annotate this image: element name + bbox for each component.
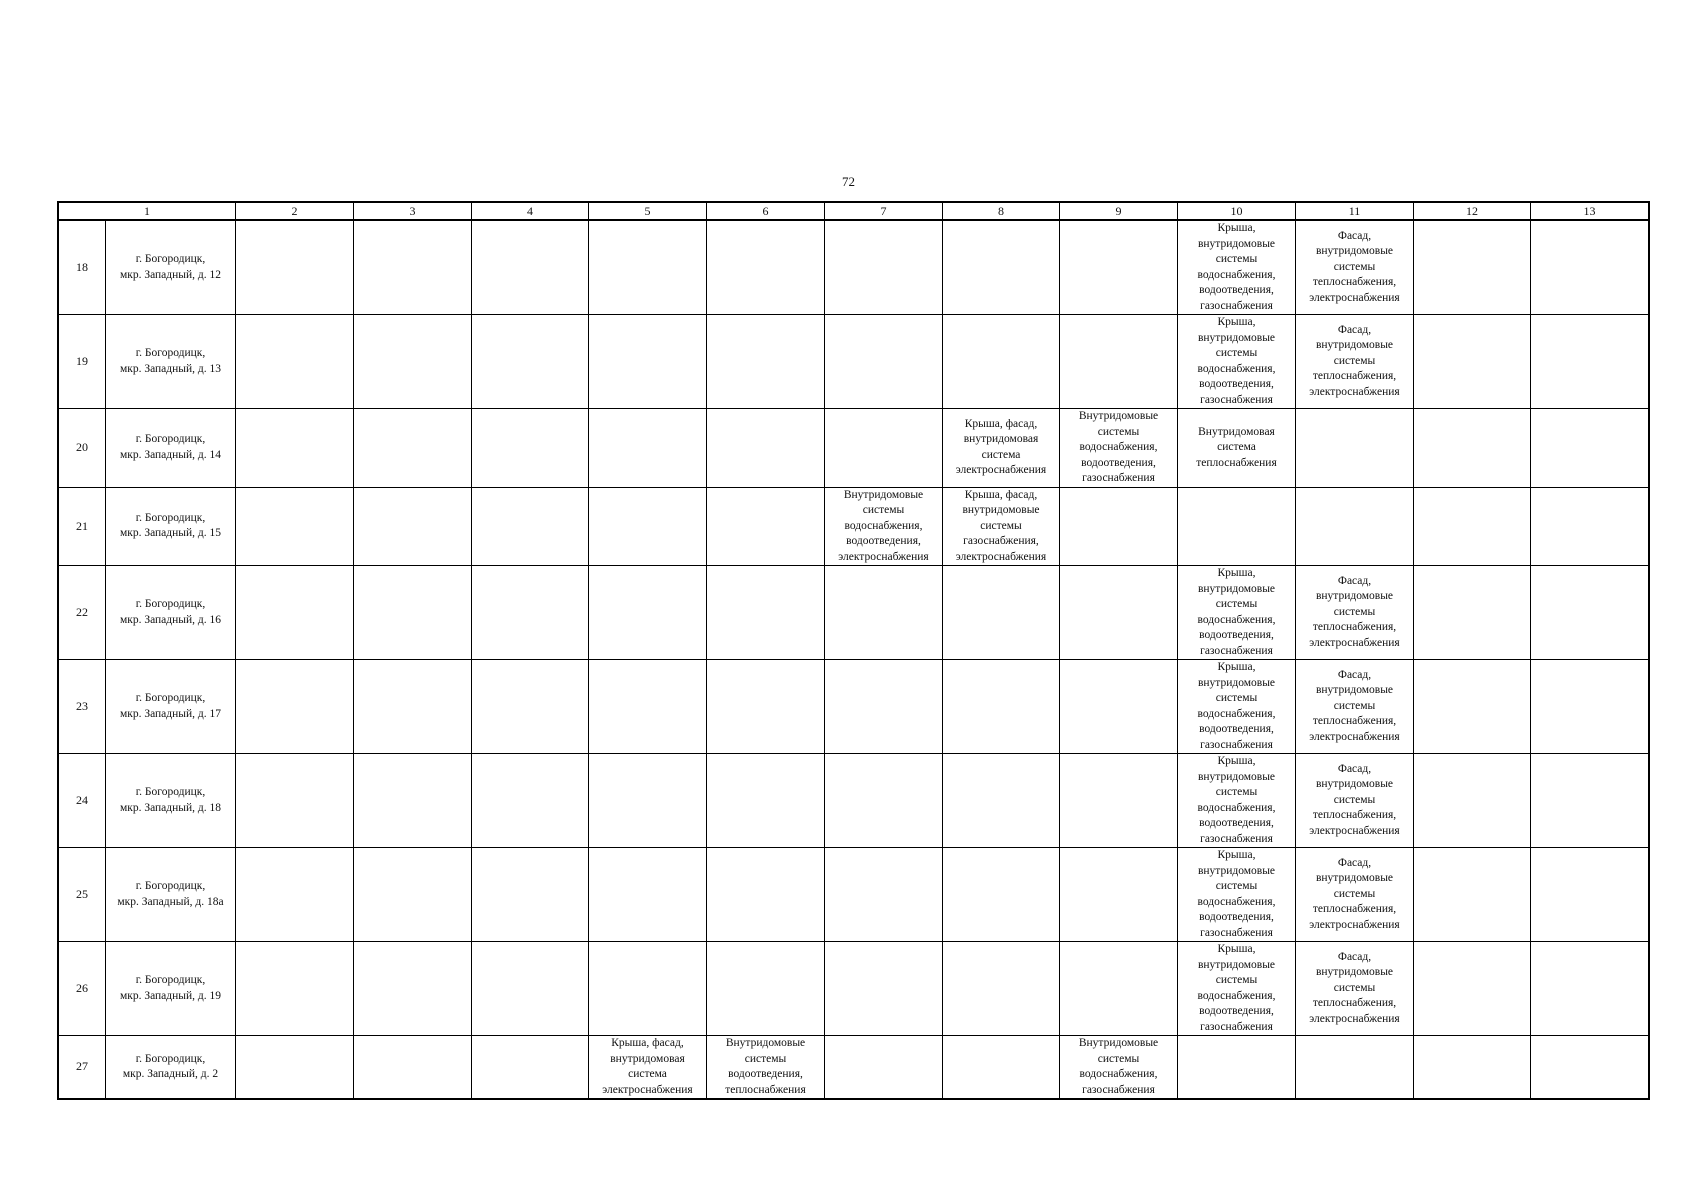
work-cell-col-12	[1414, 487, 1531, 566]
work-cell-col-4	[472, 220, 589, 315]
work-cell-col-10: Крыша, внутридомовые системы водоснабжения, водоотведения, газоснабжения	[1178, 566, 1296, 660]
work-cell-col-6	[707, 754, 825, 848]
work-cell-col-5	[589, 409, 707, 488]
work-cell-col-3	[354, 566, 472, 660]
work-cell-col-9	[1060, 942, 1178, 1036]
column-header-10: 10	[1178, 203, 1296, 221]
work-cell-col-7	[825, 566, 943, 660]
column-header-3: 3	[354, 203, 472, 221]
row-address: г. Богородицк, мкр. Западный, д. 14	[106, 409, 236, 488]
work-cell-col-8	[943, 848, 1060, 942]
table-row	[59, 660, 1649, 754]
work-cell-col-9: Внутридомовые системы водоснабжения, газоснабжения	[1060, 1036, 1178, 1099]
work-cell-col-2	[236, 1036, 354, 1099]
work-cell-col-10: Крыша, внутридомовые системы водоснабжения, водоотведения, газоснабжения	[1178, 848, 1296, 942]
work-cell-col-12	[1414, 942, 1531, 1036]
work-cell-col-9	[1060, 848, 1178, 942]
table-row	[59, 220, 1649, 315]
work-cell-col-10	[1178, 1036, 1296, 1099]
work-cell-col-5	[589, 848, 707, 942]
work-cell-col-8	[943, 315, 1060, 409]
row-address: г. Богородицк, мкр. Западный, д. 15	[106, 487, 236, 566]
work-cell-col-4	[472, 660, 589, 754]
work-cell-col-12	[1414, 220, 1531, 315]
row-number: 18	[59, 220, 106, 315]
work-cell-col-4	[472, 566, 589, 660]
column-header-13: 13	[1531, 203, 1649, 221]
work-cell-col-5	[589, 315, 707, 409]
table-row	[59, 1036, 1649, 1099]
work-cell-col-4	[472, 487, 589, 566]
work-cell-col-7	[825, 220, 943, 315]
work-cell-col-2	[236, 220, 354, 315]
table-row	[59, 566, 1649, 660]
work-cell-col-9	[1060, 315, 1178, 409]
work-cell-col-9: Внутридомовые системы водоснабжения, водоотведения, газоснабжения	[1060, 409, 1178, 488]
work-cell-col-9	[1060, 566, 1178, 660]
work-cell-col-9	[1060, 754, 1178, 848]
work-cell-col-8	[943, 754, 1060, 848]
work-cell-col-11: Фасад, внутридомовые системы теплоснабжения, электроснабжения	[1296, 315, 1414, 409]
table-row	[59, 754, 1649, 848]
work-cell-col-6: Внутридомовые системы водоотведения, теплоснабжения	[707, 1036, 825, 1099]
work-cell-col-13	[1531, 754, 1649, 848]
work-cell-col-7	[825, 315, 943, 409]
work-cell-col-3	[354, 942, 472, 1036]
work-cell-col-13	[1531, 848, 1649, 942]
work-cell-col-10: Крыша, внутридомовые системы водоснабжения, водоотведения, газоснабжения	[1178, 660, 1296, 754]
work-cell-col-6	[707, 660, 825, 754]
work-cell-col-11: Фасад, внутридомовые системы теплоснабжения, электроснабжения	[1296, 566, 1414, 660]
work-cell-col-2	[236, 848, 354, 942]
work-cell-col-3	[354, 754, 472, 848]
work-cell-col-13	[1531, 566, 1649, 660]
work-cell-col-4	[472, 409, 589, 488]
work-cell-col-4	[472, 754, 589, 848]
work-cell-col-8: Крыша, фасад, внутридомовые системы газоснабжения, электроснабжения	[943, 487, 1060, 566]
work-cell-col-2	[236, 660, 354, 754]
work-cell-col-6	[707, 487, 825, 566]
repair-schedule-table	[58, 202, 1649, 1099]
work-cell-col-7: Внутридомовые системы водоснабжения, водоотведения, электроснабжения	[825, 487, 943, 566]
work-cell-col-6	[707, 315, 825, 409]
work-cell-col-6	[707, 409, 825, 488]
work-cell-col-4	[472, 315, 589, 409]
work-cell-col-3	[354, 1036, 472, 1099]
row-number: 19	[59, 315, 106, 409]
work-cell-col-8	[943, 566, 1060, 660]
work-cell-col-2	[236, 566, 354, 660]
work-cell-col-11	[1296, 409, 1414, 488]
work-cell-col-7	[825, 754, 943, 848]
row-number: 23	[59, 660, 106, 754]
work-cell-col-7	[825, 848, 943, 942]
work-cell-col-5	[589, 660, 707, 754]
work-cell-col-2	[236, 315, 354, 409]
column-header-2: 2	[236, 203, 354, 221]
table-row	[59, 315, 1649, 409]
work-cell-col-10: Крыша, внутридомовые системы водоснабжения, водоотведения, газоснабжения	[1178, 315, 1296, 409]
work-cell-col-3	[354, 409, 472, 488]
work-cell-col-13	[1531, 942, 1649, 1036]
work-cell-col-5	[589, 942, 707, 1036]
work-cell-col-7	[825, 942, 943, 1036]
row-address: г. Богородицк, мкр. Западный, д. 18а	[106, 848, 236, 942]
work-cell-col-9	[1060, 660, 1178, 754]
row-number: 20	[59, 409, 106, 488]
column-header-12: 12	[1414, 203, 1531, 221]
work-cell-col-12	[1414, 409, 1531, 488]
work-cell-col-12	[1414, 660, 1531, 754]
work-cell-col-3	[354, 315, 472, 409]
work-cell-col-9	[1060, 487, 1178, 566]
work-cell-col-5: Крыша, фасад, внутридомовая система электроснабжения	[589, 1036, 707, 1099]
work-cell-col-13	[1531, 660, 1649, 754]
work-cell-col-8	[943, 660, 1060, 754]
work-cell-col-5	[589, 754, 707, 848]
row-address: г. Богородицк, мкр. Западный, д. 19	[106, 942, 236, 1036]
work-cell-col-12	[1414, 754, 1531, 848]
work-cell-col-11: Фасад, внутридомовые системы теплоснабжения, электроснабжения	[1296, 220, 1414, 315]
work-cell-col-2	[236, 754, 354, 848]
row-address: г. Богородицк, мкр. Западный, д. 13	[106, 315, 236, 409]
work-cell-col-10: Внутридомовая система теплоснабжения	[1178, 409, 1296, 488]
work-cell-col-5	[589, 566, 707, 660]
work-cell-col-12	[1414, 1036, 1531, 1099]
work-cell-col-8: Крыша, фасад, внутридомовая система электроснабжения	[943, 409, 1060, 488]
work-cell-col-9	[1060, 220, 1178, 315]
work-cell-col-11: Фасад, внутридомовые системы теплоснабжения, электроснабжения	[1296, 660, 1414, 754]
column-header-8: 8	[943, 203, 1060, 221]
work-cell-col-11	[1296, 1036, 1414, 1099]
work-cell-col-3	[354, 220, 472, 315]
work-cell-col-7	[825, 660, 943, 754]
column-header-5: 5	[589, 203, 707, 221]
work-cell-col-11: Фасад, внутридомовые системы теплоснабжения, электроснабжения	[1296, 848, 1414, 942]
work-cell-col-6	[707, 566, 825, 660]
page-number: 72	[842, 174, 855, 189]
column-header-9: 9	[1060, 203, 1178, 221]
work-cell-col-10: Крыша, внутридомовые системы водоснабжения, водоотведения, газоснабжения	[1178, 220, 1296, 315]
column-header-6: 6	[707, 203, 825, 221]
work-cell-col-6	[707, 942, 825, 1036]
row-address: г. Богородицк, мкр. Западный, д. 17	[106, 660, 236, 754]
work-cell-col-13	[1531, 487, 1649, 566]
table-row	[59, 848, 1649, 942]
row-number: 26	[59, 942, 106, 1036]
work-cell-col-3	[354, 660, 472, 754]
row-number: 22	[59, 566, 106, 660]
table-header-row	[59, 203, 1649, 221]
row-number: 21	[59, 487, 106, 566]
row-address: г. Богородицк, мкр. Западный, д. 2	[106, 1036, 236, 1099]
work-cell-col-2	[236, 942, 354, 1036]
work-cell-col-8	[943, 1036, 1060, 1099]
work-cell-col-6	[707, 848, 825, 942]
work-cell-col-6	[707, 220, 825, 315]
work-cell-col-10	[1178, 487, 1296, 566]
work-cell-col-8	[943, 942, 1060, 1036]
work-cell-col-7	[825, 1036, 943, 1099]
column-header-4: 4	[472, 203, 589, 221]
work-cell-col-11: Фасад, внутридомовые системы теплоснабжения, электроснабжения	[1296, 942, 1414, 1036]
work-cell-col-10: Крыша, внутридомовые системы водоснабжения, водоотведения, газоснабжения	[1178, 754, 1296, 848]
row-address: г. Богородицк, мкр. Западный, д. 18	[106, 754, 236, 848]
work-cell-col-2	[236, 409, 354, 488]
work-cell-col-5	[589, 487, 707, 566]
table-row	[59, 409, 1649, 488]
row-address: г. Богородицк, мкр. Западный, д. 16	[106, 566, 236, 660]
work-cell-col-4	[472, 1036, 589, 1099]
work-cell-col-12	[1414, 848, 1531, 942]
table-row	[59, 942, 1649, 1036]
work-cell-col-13	[1531, 220, 1649, 315]
work-cell-col-2	[236, 487, 354, 566]
row-number: 25	[59, 848, 106, 942]
work-cell-col-12	[1414, 315, 1531, 409]
table-body	[59, 220, 1649, 1099]
work-cell-col-11	[1296, 487, 1414, 566]
work-cell-col-5	[589, 220, 707, 315]
work-cell-col-12	[1414, 566, 1531, 660]
work-cell-col-13	[1531, 315, 1649, 409]
work-cell-col-8	[943, 220, 1060, 315]
column-header-7: 7	[825, 203, 943, 221]
row-number: 27	[59, 1036, 106, 1099]
work-cell-col-13	[1531, 1036, 1649, 1099]
work-cell-col-7	[825, 409, 943, 488]
row-address: г. Богородицк, мкр. Западный, д. 12	[106, 220, 236, 315]
work-cell-col-3	[354, 848, 472, 942]
work-cell-col-13	[1531, 409, 1649, 488]
column-header-11: 11	[1296, 203, 1414, 221]
table-row	[59, 487, 1649, 566]
work-cell-col-4	[472, 942, 589, 1036]
work-cell-col-3	[354, 487, 472, 566]
row-number: 24	[59, 754, 106, 848]
work-cell-col-10: Крыша, внутридомовые системы водоснабжения, водоотведения, газоснабжения	[1178, 942, 1296, 1036]
work-cell-col-11: Фасад, внутридомовые системы теплоснабжения, электроснабжения	[1296, 754, 1414, 848]
work-cell-col-4	[472, 848, 589, 942]
column-header-1: 1	[59, 203, 236, 221]
